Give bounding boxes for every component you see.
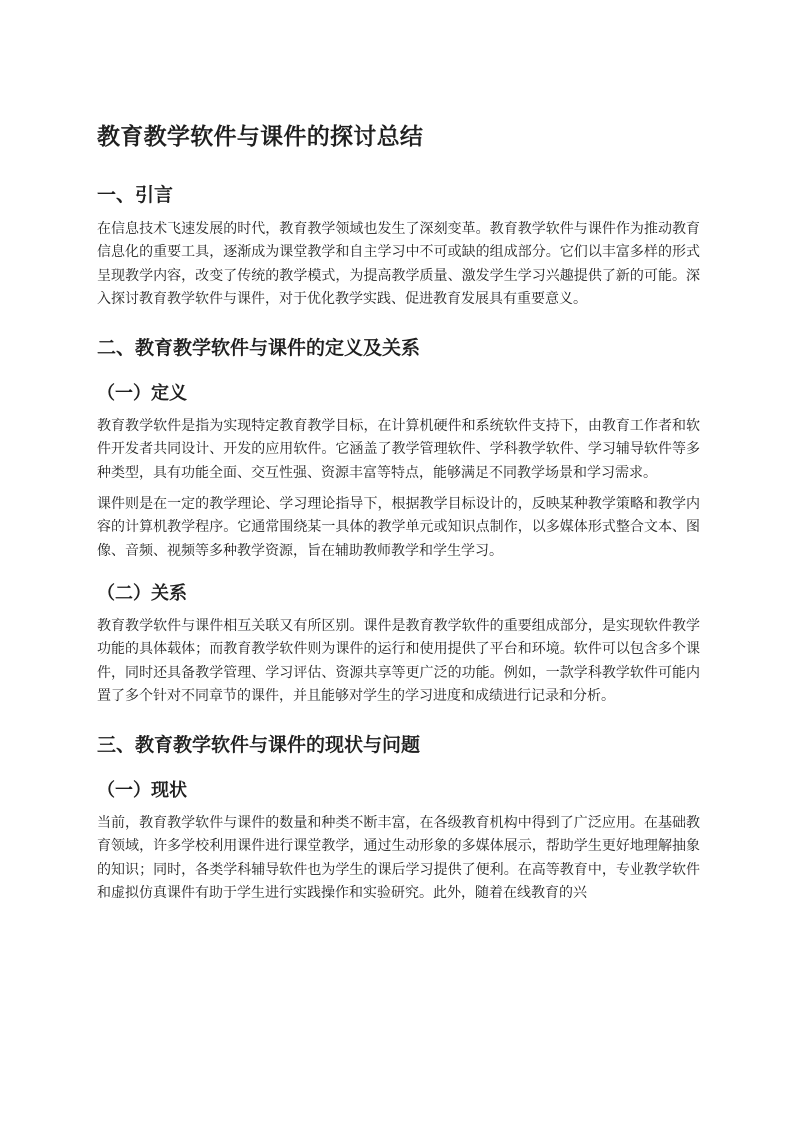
subsection-heading-current-status: （一）现状 <box>97 780 187 802</box>
document-title: 教育教学软件与课件的探讨总结 <box>97 124 424 150</box>
subsection-heading-definition: （一）定义 <box>97 383 187 405</box>
definition-paragraph-courseware: 课件则是在一定的教学理论、学习理论指导下，根据教学目标设计的，反映某种教学策略和教学内容的计算机教学程序。它通常围绕某一具体的教学单元或知识点制作，以多媒体形式整合文本、图像、音频、视频等多种教学资源，旨在辅助教师教学和学生学习。 <box>97 496 700 559</box>
section-heading-intro: 一、引言 <box>97 184 174 206</box>
subsection-heading-relation: （二）关系 <box>97 582 187 604</box>
relation-paragraph: 教育教学软件与课件相互关联又有所区别。课件是教育教学软件的重要组成部分，是实现软件教学功能的具体载体；而教育教学软件则为课件的运行和使用提供了平台和环境。软件可以包含多个课件，同时还具备教学管理、学习评估、资源共享等更广泛的功能。例如，一款学科教学软件可能内置了多个针对不同章节的课件，并且能够对学生的学习进度和成绩进行记录和分析。 <box>97 617 700 704</box>
section-heading-definition: 二、教育教学软件与课件的定义及关系 <box>97 337 421 360</box>
current-status-paragraph: 当前，教育教学软件与课件的数量和种类不断丰富，在各级教育机构中得到了广泛应用。在基础教育领域，许多学校利用课件进行课堂教学，通过生动形象的多媒体展示，帮助学生更好地理解抽象的知识；同时，各类学科辅导软件也为学生的课后学习提供了便利。在高等教育中，专业教学软件和虚拟仿真课件有助于学生进行实践操作和实验研究。此外，随着在线教育的兴 <box>97 815 700 902</box>
document-page <box>97 118 700 913</box>
section-heading-status: 三、教育教学软件与课件的现状与问题 <box>97 734 421 757</box>
intro-paragraph: 在信息技术飞速发展的时代，教育教学领域也发生了深刻变革。教育教学软件与课件作为推动教育信息化的重要工具，逐渐成为课堂教学和自主学习中不可或缺的组成部分。它们以丰富多样的形式呈现教学内容，改变了传统的教学模式，为提高教学质量、激发学生学习兴趣提供了新的可能。深入探讨教育教学软件与课件，对于优化教学实践、促进教育发展具有重要意义。 <box>97 221 700 307</box>
definition-paragraph-software: 教育教学软件是指为实现特定教育教学目标，在计算机硬件和系统软件支持下，由教育工作者和软件开发者共同设计、开发的应用软件。它涵盖了教学管理软件、学科教学软件、学习辅导软件等多种类型，具有功能全面、交互性强、资源丰富等特点，能够满足不同教学场景和学习需求。 <box>97 418 700 481</box>
